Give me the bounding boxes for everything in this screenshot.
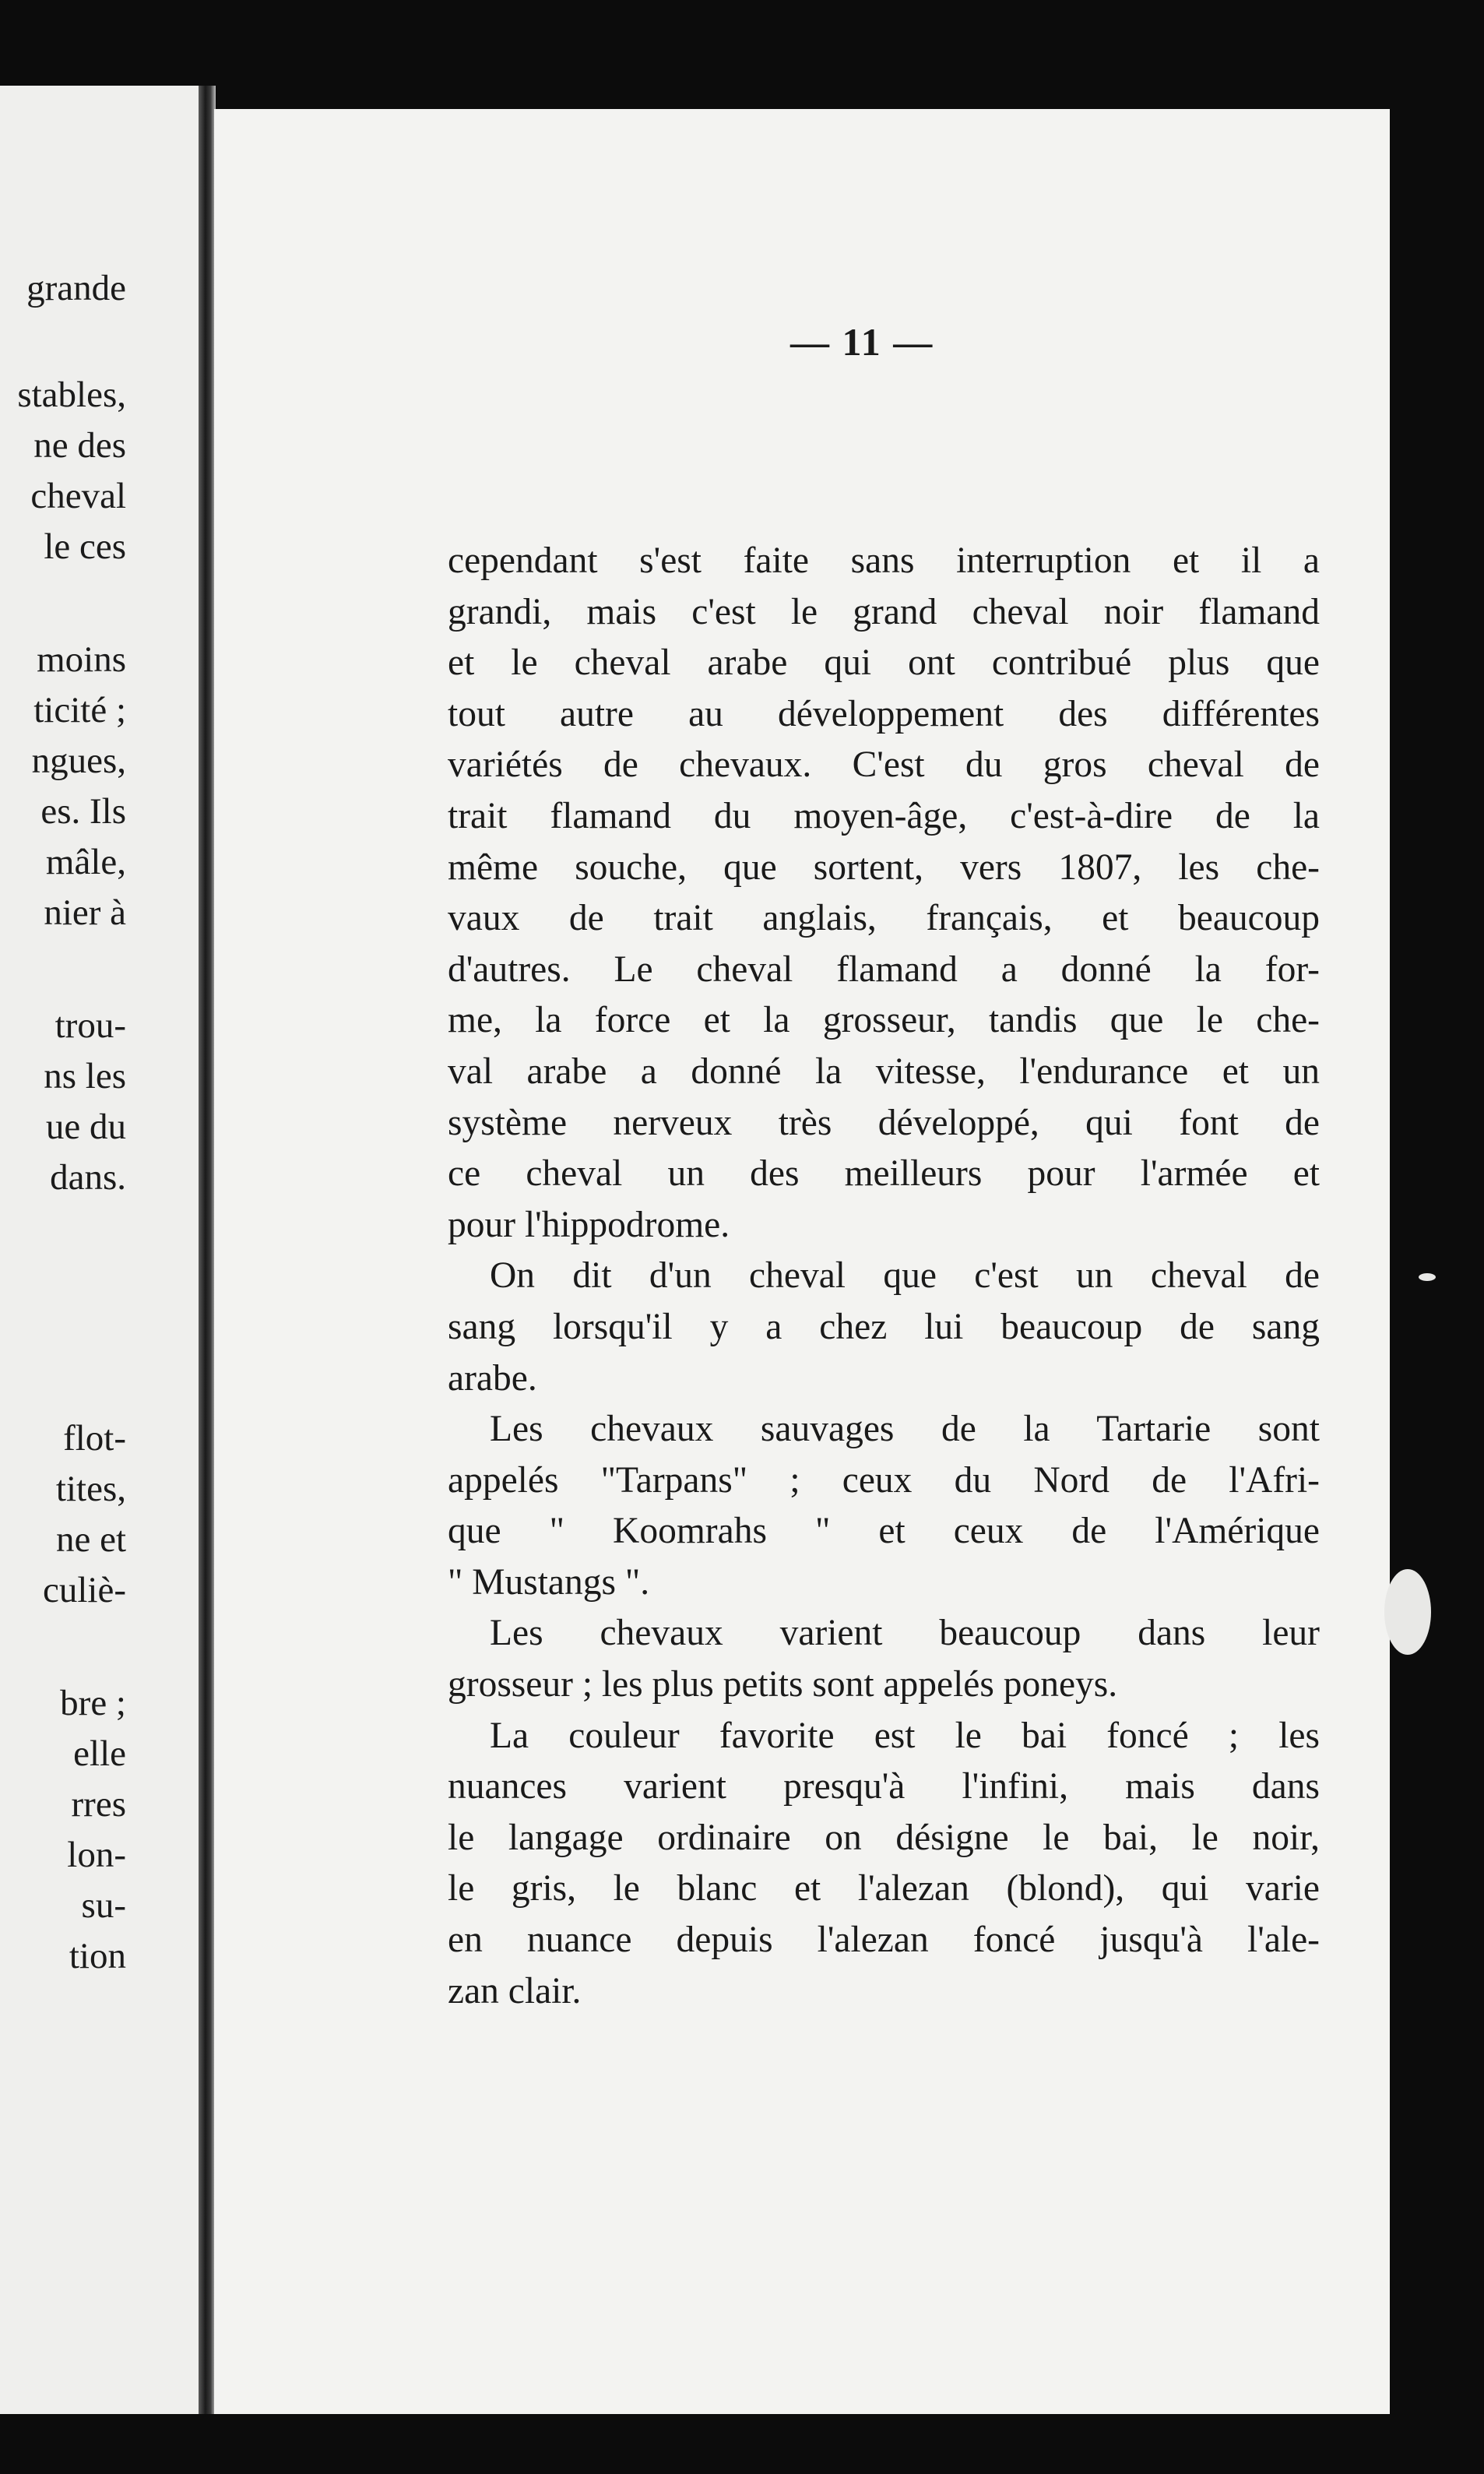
- body-text: [448, 536, 1320, 2017]
- left-page-line: trou-: [55, 1005, 126, 1046]
- left-page-line: grande: [26, 268, 126, 308]
- text-line: même souche, que sortent, vers 1807, les che-: [448, 846, 1320, 888]
- left-page-line: moins: [37, 639, 126, 680]
- text-line: en nuance depuis l'alezan foncé jusqu'à l'ale-: [448, 1920, 1320, 1961]
- text-line: système nerveux très développé, qui font de: [448, 1102, 1320, 1143]
- text-line: zan clair.: [448, 1970, 582, 2011]
- text-line: que " Koomrahs " et ceux de l'Amérique: [448, 1511, 1320, 1552]
- text-line: ce cheval un des meilleurs pour l'armée et: [448, 1153, 1320, 1195]
- left-page-line: es. Ils: [40, 791, 126, 832]
- left-page-line: le ces: [44, 526, 126, 567]
- text-line: " Mustangs ".: [448, 1561, 650, 1603]
- text-line: variétés de chevaux. C'est du gros cheval de: [448, 744, 1320, 786]
- left-page-line: flot-: [63, 1418, 126, 1459]
- text-line: me, la force et la grosseur, tandis que le che-: [448, 1000, 1320, 1041]
- left-page-line: ne et: [55, 1519, 126, 1560]
- left-page-line: ns les: [44, 1056, 126, 1096]
- text-line: tout autre au développement des différentes: [448, 693, 1320, 734]
- left-page-line: ne des: [33, 425, 126, 466]
- left-page-line: ngues,: [31, 741, 126, 781]
- text-line: Les chevaux sauvages de la Tartarie sont: [490, 1409, 1320, 1450]
- left-page-line: culiè-: [43, 1570, 126, 1610]
- page-number: — 11 —: [790, 320, 934, 364]
- text-line: sang lorsqu'il y a chez lui beaucoup de sang: [448, 1306, 1320, 1347]
- previous-page-fragment: [0, 86, 210, 2414]
- book-spine: [199, 86, 216, 2414]
- text-line: grosseur ; les plus petits sont appelés poneys.: [448, 1664, 1118, 1705]
- left-page-line: su-: [81, 1885, 126, 1926]
- paragraph: [448, 1711, 1320, 2018]
- paragraph: [448, 1404, 1320, 1608]
- text-line: et le cheval arabe qui ont contribué plus que: [448, 642, 1320, 684]
- scan-artifact: [1384, 1569, 1431, 1655]
- text-line: La couleur favorite est le bai foncé ; les: [490, 1715, 1320, 1756]
- left-page-line: rres: [71, 1784, 126, 1825]
- paragraph: [448, 1251, 1320, 1404]
- text-line: On dit d'un cheval que c'est un cheval de: [490, 1255, 1320, 1297]
- text-line: le langage ordinaire on désigne le bai, le noir,: [448, 1817, 1320, 1858]
- text-line: d'autres. Le cheval flamand a donné la for-: [448, 948, 1320, 990]
- left-page-line: nier à: [44, 892, 126, 933]
- text-line: appelés "Tarpans" ; ceux du Nord de l'Afri-: [448, 1459, 1320, 1501]
- left-page-line: tites,: [55, 1469, 126, 1509]
- text-line: arabe.: [448, 1357, 537, 1399]
- text-line: val arabe a donné la vitesse, l'endurance et un: [448, 1050, 1320, 1092]
- text-line: pour l'hippodrome.: [448, 1204, 730, 1245]
- text-line: cependant s'est faite sans interruption et il a: [448, 540, 1320, 581]
- scan-artifact: [1419, 1273, 1436, 1281]
- left-page-line: tion: [69, 1936, 126, 1976]
- paragraph: [448, 536, 1320, 1251]
- text-line: trait flamand du moyen-âge, c'est-à-dire de la: [448, 795, 1320, 836]
- left-page-line: dans.: [50, 1157, 126, 1198]
- text-line: grandi, mais c'est le grand cheval noir flamand: [448, 591, 1320, 632]
- page-11: [214, 109, 1390, 2414]
- left-page-line: ue du: [45, 1107, 126, 1147]
- paragraph: [448, 1608, 1320, 1710]
- left-page-line: ticité ;: [33, 690, 126, 730]
- left-page-line: cheval: [30, 476, 126, 516]
- text-line: Les chevaux varient beaucoup dans leur: [490, 1613, 1320, 1654]
- left-page-line: elle: [73, 1733, 126, 1774]
- text-line: nuances varient presqu'à l'infini, mais dans: [448, 1766, 1320, 1807]
- left-page-line: lon-: [67, 1835, 126, 1875]
- left-page-line: bre ;: [60, 1683, 126, 1723]
- text-line: le gris, le blanc et l'alezan (blond), qui varie: [448, 1868, 1320, 1909]
- left-page-line: stables,: [17, 375, 126, 415]
- left-page-line: mâle,: [45, 842, 126, 882]
- text-line: vaux de trait anglais, français, et beaucoup: [448, 898, 1320, 939]
